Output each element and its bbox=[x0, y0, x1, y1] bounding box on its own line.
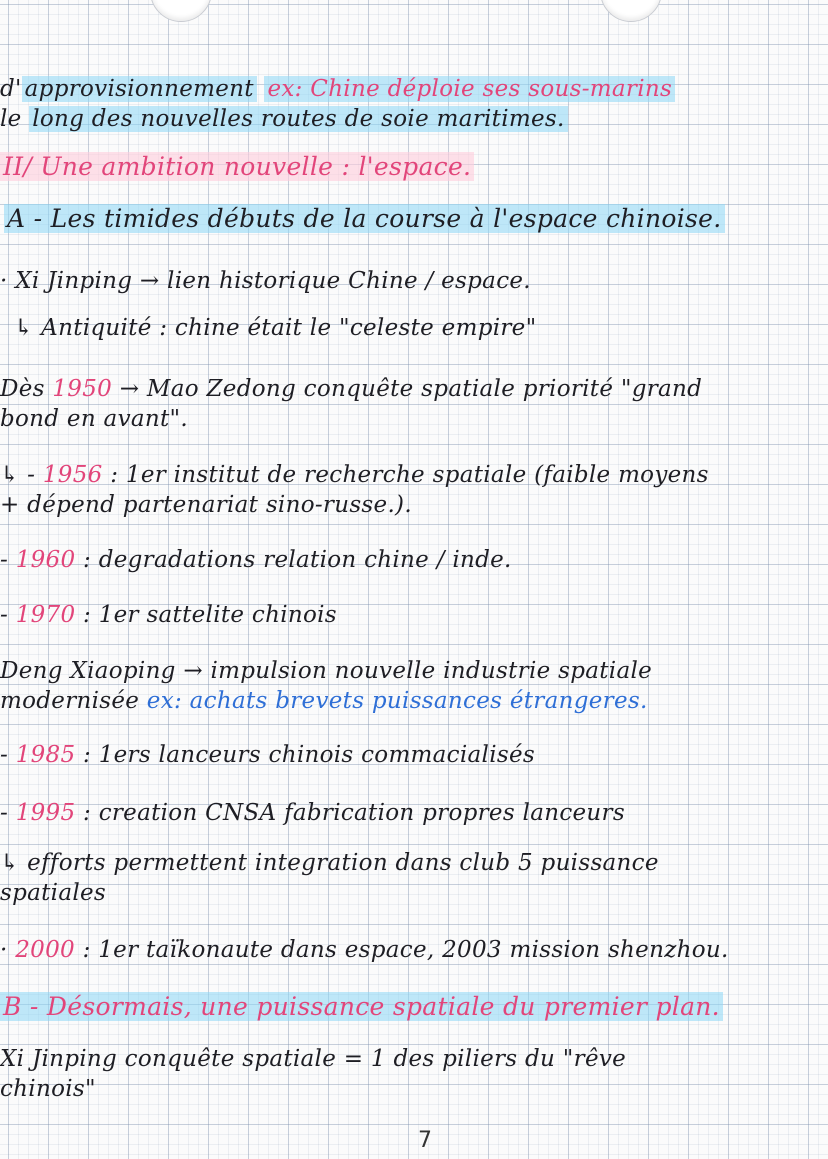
note-text: chinois" bbox=[0, 1076, 96, 1102]
subheading-text: A - Les timides débuts de la course à l'espace chinoise. bbox=[4, 204, 725, 233]
page-number: 7 bbox=[418, 1128, 432, 1153]
note-text: - bbox=[0, 742, 16, 768]
note-text: Deng Xiaoping → impulsion nouvelle industrie spatiale bbox=[0, 658, 653, 684]
note-line-2 bbox=[0, 104, 568, 134]
note-line-2000 bbox=[0, 935, 729, 965]
year-1960: 1960 bbox=[15, 547, 76, 573]
note-line-xi-jinping bbox=[0, 266, 531, 296]
year-1985: 1985 bbox=[15, 742, 76, 768]
note-text: ↳ Antiquité : chine était le "celeste empire" bbox=[14, 315, 537, 341]
note-text: spatiales bbox=[0, 880, 107, 906]
year-1950: 1950 bbox=[52, 376, 113, 402]
note-text: : 1er taïkonaute dans espace, 2003 mission shenzhou. bbox=[74, 937, 729, 963]
note-text: + dépend partenariat sino-russe.). bbox=[0, 492, 412, 518]
note-text: le bbox=[0, 106, 22, 132]
note-line-partenariat bbox=[0, 490, 412, 520]
year-1970: 1970 bbox=[15, 602, 76, 628]
note-text: Xi Jinping conquête spatiale = 1 des piliers du "rêve bbox=[0, 1046, 627, 1072]
subheading-B bbox=[0, 992, 723, 1022]
heading-text: II/ Une ambition nouvelle : l'espace. bbox=[0, 152, 474, 181]
year-1995: 1995 bbox=[15, 800, 76, 826]
note-text: : creation CNSA fabrication propres lanceurs bbox=[75, 800, 625, 826]
note-line-bond bbox=[0, 404, 188, 434]
note-line-1970 bbox=[0, 600, 337, 630]
subheading-A bbox=[4, 204, 725, 234]
example-text: ex: Chine déploie ses sous-marins bbox=[264, 76, 675, 102]
note-line-spatiales bbox=[0, 878, 106, 908]
note-line-chinois bbox=[0, 1074, 96, 1104]
note-text: ↳ - bbox=[0, 462, 43, 488]
note-line-reve bbox=[0, 1044, 626, 1074]
note-text: ↳ efforts permettent integration dans club 5 puissance bbox=[0, 850, 659, 876]
section-heading-II bbox=[0, 152, 474, 182]
note-text: Dès bbox=[0, 376, 53, 402]
highlighted-text: long des nouvelles routes de soie maritimes. bbox=[29, 106, 567, 132]
note-line-modernisee bbox=[0, 686, 648, 716]
highlighted-text: approvisionnement bbox=[22, 76, 257, 102]
subheading-text: B - Désormais, une puissance spatiale du premier plan. bbox=[0, 992, 723, 1021]
note-text: d' bbox=[0, 76, 22, 102]
note-line-1950 bbox=[0, 374, 702, 404]
note-text: : 1er institut de recherche spatiale (faible moyens bbox=[102, 462, 709, 488]
note-line-1 bbox=[0, 74, 675, 104]
note-line-deng bbox=[0, 656, 652, 686]
note-text: - bbox=[0, 602, 16, 628]
note-text: bond en avant". bbox=[0, 406, 189, 432]
binder-hole-right bbox=[600, 0, 662, 22]
note-text: - bbox=[0, 547, 16, 573]
note-text: · bbox=[0, 937, 16, 963]
note-text: : degradations relation chine / inde. bbox=[75, 547, 512, 573]
note-text: modernisée bbox=[0, 688, 147, 714]
note-line-1985 bbox=[0, 740, 535, 770]
year-2000: 2000 bbox=[15, 937, 75, 963]
note-text: → Mao Zedong conquête spatiale priorité "grand bbox=[112, 376, 703, 402]
note-text: - bbox=[0, 800, 16, 826]
note-line-antiquite bbox=[14, 313, 536, 343]
note-line-1995 bbox=[0, 798, 625, 828]
note-line-1960 bbox=[0, 545, 512, 575]
note-text: · Xi Jinping → lien historique Chine / espace. bbox=[0, 268, 531, 294]
year-1956: 1956 bbox=[42, 462, 103, 488]
binder-hole-left bbox=[150, 0, 212, 22]
example-text: ex: achats brevets puissances étrangeres. bbox=[146, 688, 648, 714]
note-text: : 1er sattelite chinois bbox=[75, 602, 337, 628]
note-line-efforts bbox=[0, 848, 659, 878]
note-text: : 1ers lanceurs chinois commacialisés bbox=[75, 742, 535, 768]
note-line-1956 bbox=[0, 460, 709, 490]
